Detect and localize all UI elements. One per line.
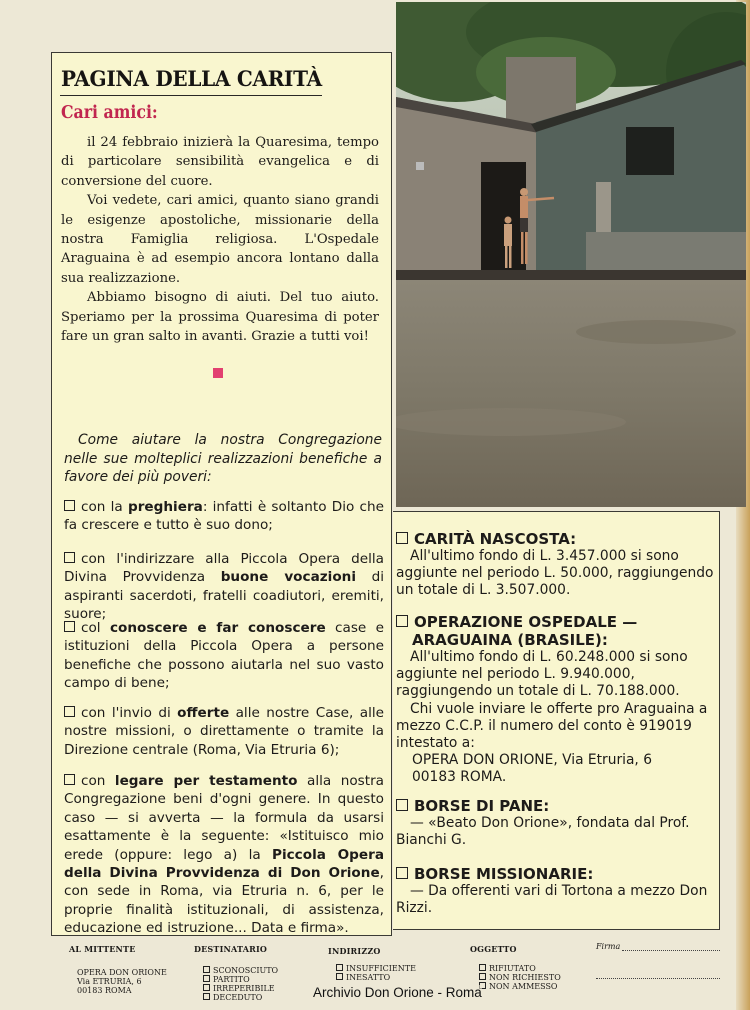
address-line: 00183 ROMA: [77, 986, 132, 995]
checkbox-icon[interactable]: [203, 975, 210, 982]
checkbox-icon[interactable]: [336, 973, 343, 980]
intro-text: [61, 133, 379, 346]
signature-line[interactable]: [596, 978, 720, 979]
checkbox-icon[interactable]: [64, 706, 75, 717]
oggetto-label: OGGETTO: [470, 944, 517, 954]
checkbox-icon[interactable]: [336, 964, 343, 971]
address-line: Via ETRURIA, 6: [77, 977, 142, 986]
checkbox-icon[interactable]: [396, 615, 408, 627]
item-text: , con sede in Roma, via Etruria n. 6, per le proprie finalità istituzionali, di assistenza, educazione ed istruzione... Data e firma».: [64, 865, 384, 937]
option-label: NON AMMESSO: [489, 982, 558, 991]
option-label: PARTITO: [213, 975, 250, 984]
checkbox-icon[interactable]: [479, 964, 486, 971]
checkbox-icon[interactable]: [396, 799, 408, 811]
pink-square-ornament: [213, 368, 223, 378]
help-item-offers: [64, 704, 384, 759]
option-label: DECEDUTO: [213, 993, 263, 1002]
checkbox-icon[interactable]: [396, 532, 408, 544]
checkbox-icon[interactable]: [396, 867, 408, 879]
option-label: RIFIUTATO: [489, 964, 536, 973]
destinatario-options: [203, 966, 278, 1002]
charity-left-panel: [51, 52, 392, 936]
item-bold: legare per testamento: [114, 773, 298, 789]
option-label: INESATTO: [346, 973, 391, 982]
section-text: Chi vuole inviare le offerte pro Araguaina a mezzo C.C.P. il numero del conto è 919019 intestato a:: [396, 700, 708, 752]
section-text: All'ultimo fondo di L. 60.248.000 si sono aggiunte nel periodo L. 9.940.000, raggiungendo un totale di L. 70.188.000.: [396, 649, 688, 700]
indirizzo-label: INDIRIZZO: [328, 946, 381, 956]
help-item-knowledge: [64, 619, 384, 693]
item-bold: Piccola Opera della Divina Provvidenza di Don Orione: [64, 846, 384, 882]
borse-pane-section: [396, 797, 714, 849]
destinatario-label: DESTINATARIO: [194, 944, 268, 954]
item-text: alla nostra Congregazione beni d'ogni genere. In questo caso — si avverta — la formula da usarsi esattamente è la seguente: «Istituisco mio erede (oppure: lego a) la: [64, 773, 384, 863]
section-text: — Da offerenti vari di Tortona a mezzo Don Rizzi.: [396, 883, 708, 917]
address-line: OPERA DON ORIONE, Via Etruria, 6: [412, 752, 652, 769]
item-text: con l'invio di: [81, 705, 178, 721]
help-item-prayer: [64, 498, 384, 535]
item-text: : infatti è soltanto Dio che fa crescere e tutto è suo dono;: [64, 499, 385, 534]
section-title: BORSE MISSIONARIE:: [414, 865, 594, 883]
section-text: All'ultimo fondo di L. 3.457.000 si sono aggiunte nel periodo L. 50.000, raggiungendo un totale di L. 3.507.000.: [396, 548, 714, 599]
checkbox-icon[interactable]: [479, 973, 486, 980]
intro-paragraph: Voi vedete, cari amici, quanto siano grandi le esigenze apostoliche, missionarie della nostra Famiglia religiosa. L'Ospedale Araguaina è ad esempio ancora lontano dalla sua realizzazione.: [61, 193, 379, 286]
indirizzo-options: [336, 964, 416, 982]
section-text: — «Beato Don Orione», fondata dal Prof. Bianchi G.: [396, 815, 690, 849]
title-underline: [60, 95, 322, 96]
borse-missionarie-section: [396, 865, 714, 917]
carita-nascosta-section: [396, 530, 714, 600]
help-item-vocations: [64, 550, 384, 624]
firma-label: Firma: [596, 942, 621, 951]
section-title: ARAGUAINA (BRASILE):: [412, 631, 608, 649]
option-label: INSUFFICIENTE: [346, 964, 416, 973]
item-bold: buone vocazioni: [220, 569, 357, 586]
address-line: OPERA DON ORIONE: [77, 968, 167, 977]
option-label: IRREPERIBILE: [213, 984, 275, 993]
section-title: BORSE DI PANE:: [414, 797, 550, 815]
archive-watermark: Archivio Don Orione - Roma: [313, 985, 482, 1000]
photo-illustration: [396, 2, 746, 507]
item-text: col: [81, 620, 110, 636]
how-to-help-text: Come aiutare la nostra Congregazione nelle sue molteplici realizzazioni benefiche a favore dei più poveri:: [64, 432, 382, 485]
item-text: con la: [81, 499, 128, 515]
checkbox-icon[interactable]: [203, 993, 210, 1000]
checkbox-icon[interactable]: [203, 966, 210, 973]
item-text: con: [81, 773, 115, 789]
charity-right-panel: [393, 511, 720, 930]
item-bold: preghiera: [128, 499, 203, 515]
item-text: alle nostre Case, alle nostre missioni, o direttamente o tramite la Direzione centrale (Roma, Via Etruria 6);: [64, 705, 384, 758]
item-bold: conoscere e far conoscere: [109, 620, 326, 636]
checkbox-icon[interactable]: [64, 621, 75, 632]
item-text: con l'indirizzare alla Piccola Opera della Divina Provvidenza: [64, 551, 384, 586]
item-bold: offerte: [177, 705, 230, 721]
mittente-address: [77, 968, 167, 995]
checkbox-icon[interactable]: [64, 774, 75, 785]
section-title: CARITÀ NASCOSTA:: [414, 530, 577, 548]
oggetto-options: [479, 964, 561, 991]
signature-line[interactable]: [622, 950, 720, 951]
checkbox-icon[interactable]: [203, 984, 210, 991]
checkbox-icon[interactable]: [64, 552, 75, 563]
checkbox-icon[interactable]: [64, 500, 75, 511]
amazon-village-photo: [396, 2, 746, 507]
mittente-label: AL MITTENTE: [69, 944, 136, 954]
help-item-testament: [64, 772, 384, 938]
operazione-ospedale-section: [396, 613, 714, 787]
option-label: SCONOSCIUTO: [213, 966, 279, 975]
intro-paragraph: il 24 febbraio inizierà la Quaresima, tempo di particolare sensibilità evangelica e di conversione del cuore.: [61, 135, 379, 189]
page-title: PAGINA DELLA CARITÀ: [61, 67, 322, 92]
greeting: Cari amici:: [61, 103, 158, 123]
address-line: 00183 ROMA.: [412, 769, 507, 786]
how-to-help-intro: [64, 431, 382, 487]
item-text: case e istituzioni della Piccola Opera a persone benefiche che possono aiutarla nel suo vasto campo di bene;: [64, 620, 384, 692]
section-title: OPERAZIONE OSPEDALE —: [414, 613, 638, 631]
item-text: di aspiranti sacerdoti, fratelli coadiutori, eremiti, suore;: [64, 569, 385, 623]
option-label: NON RICHIESTO: [489, 973, 561, 982]
intro-paragraph: Abbiamo bisogno di aiuti. Del tuo aiuto. Speriamo per la prossima Quaresima di poter fare un gran salto in avanti. Grazie a tutti voi!: [61, 290, 379, 345]
